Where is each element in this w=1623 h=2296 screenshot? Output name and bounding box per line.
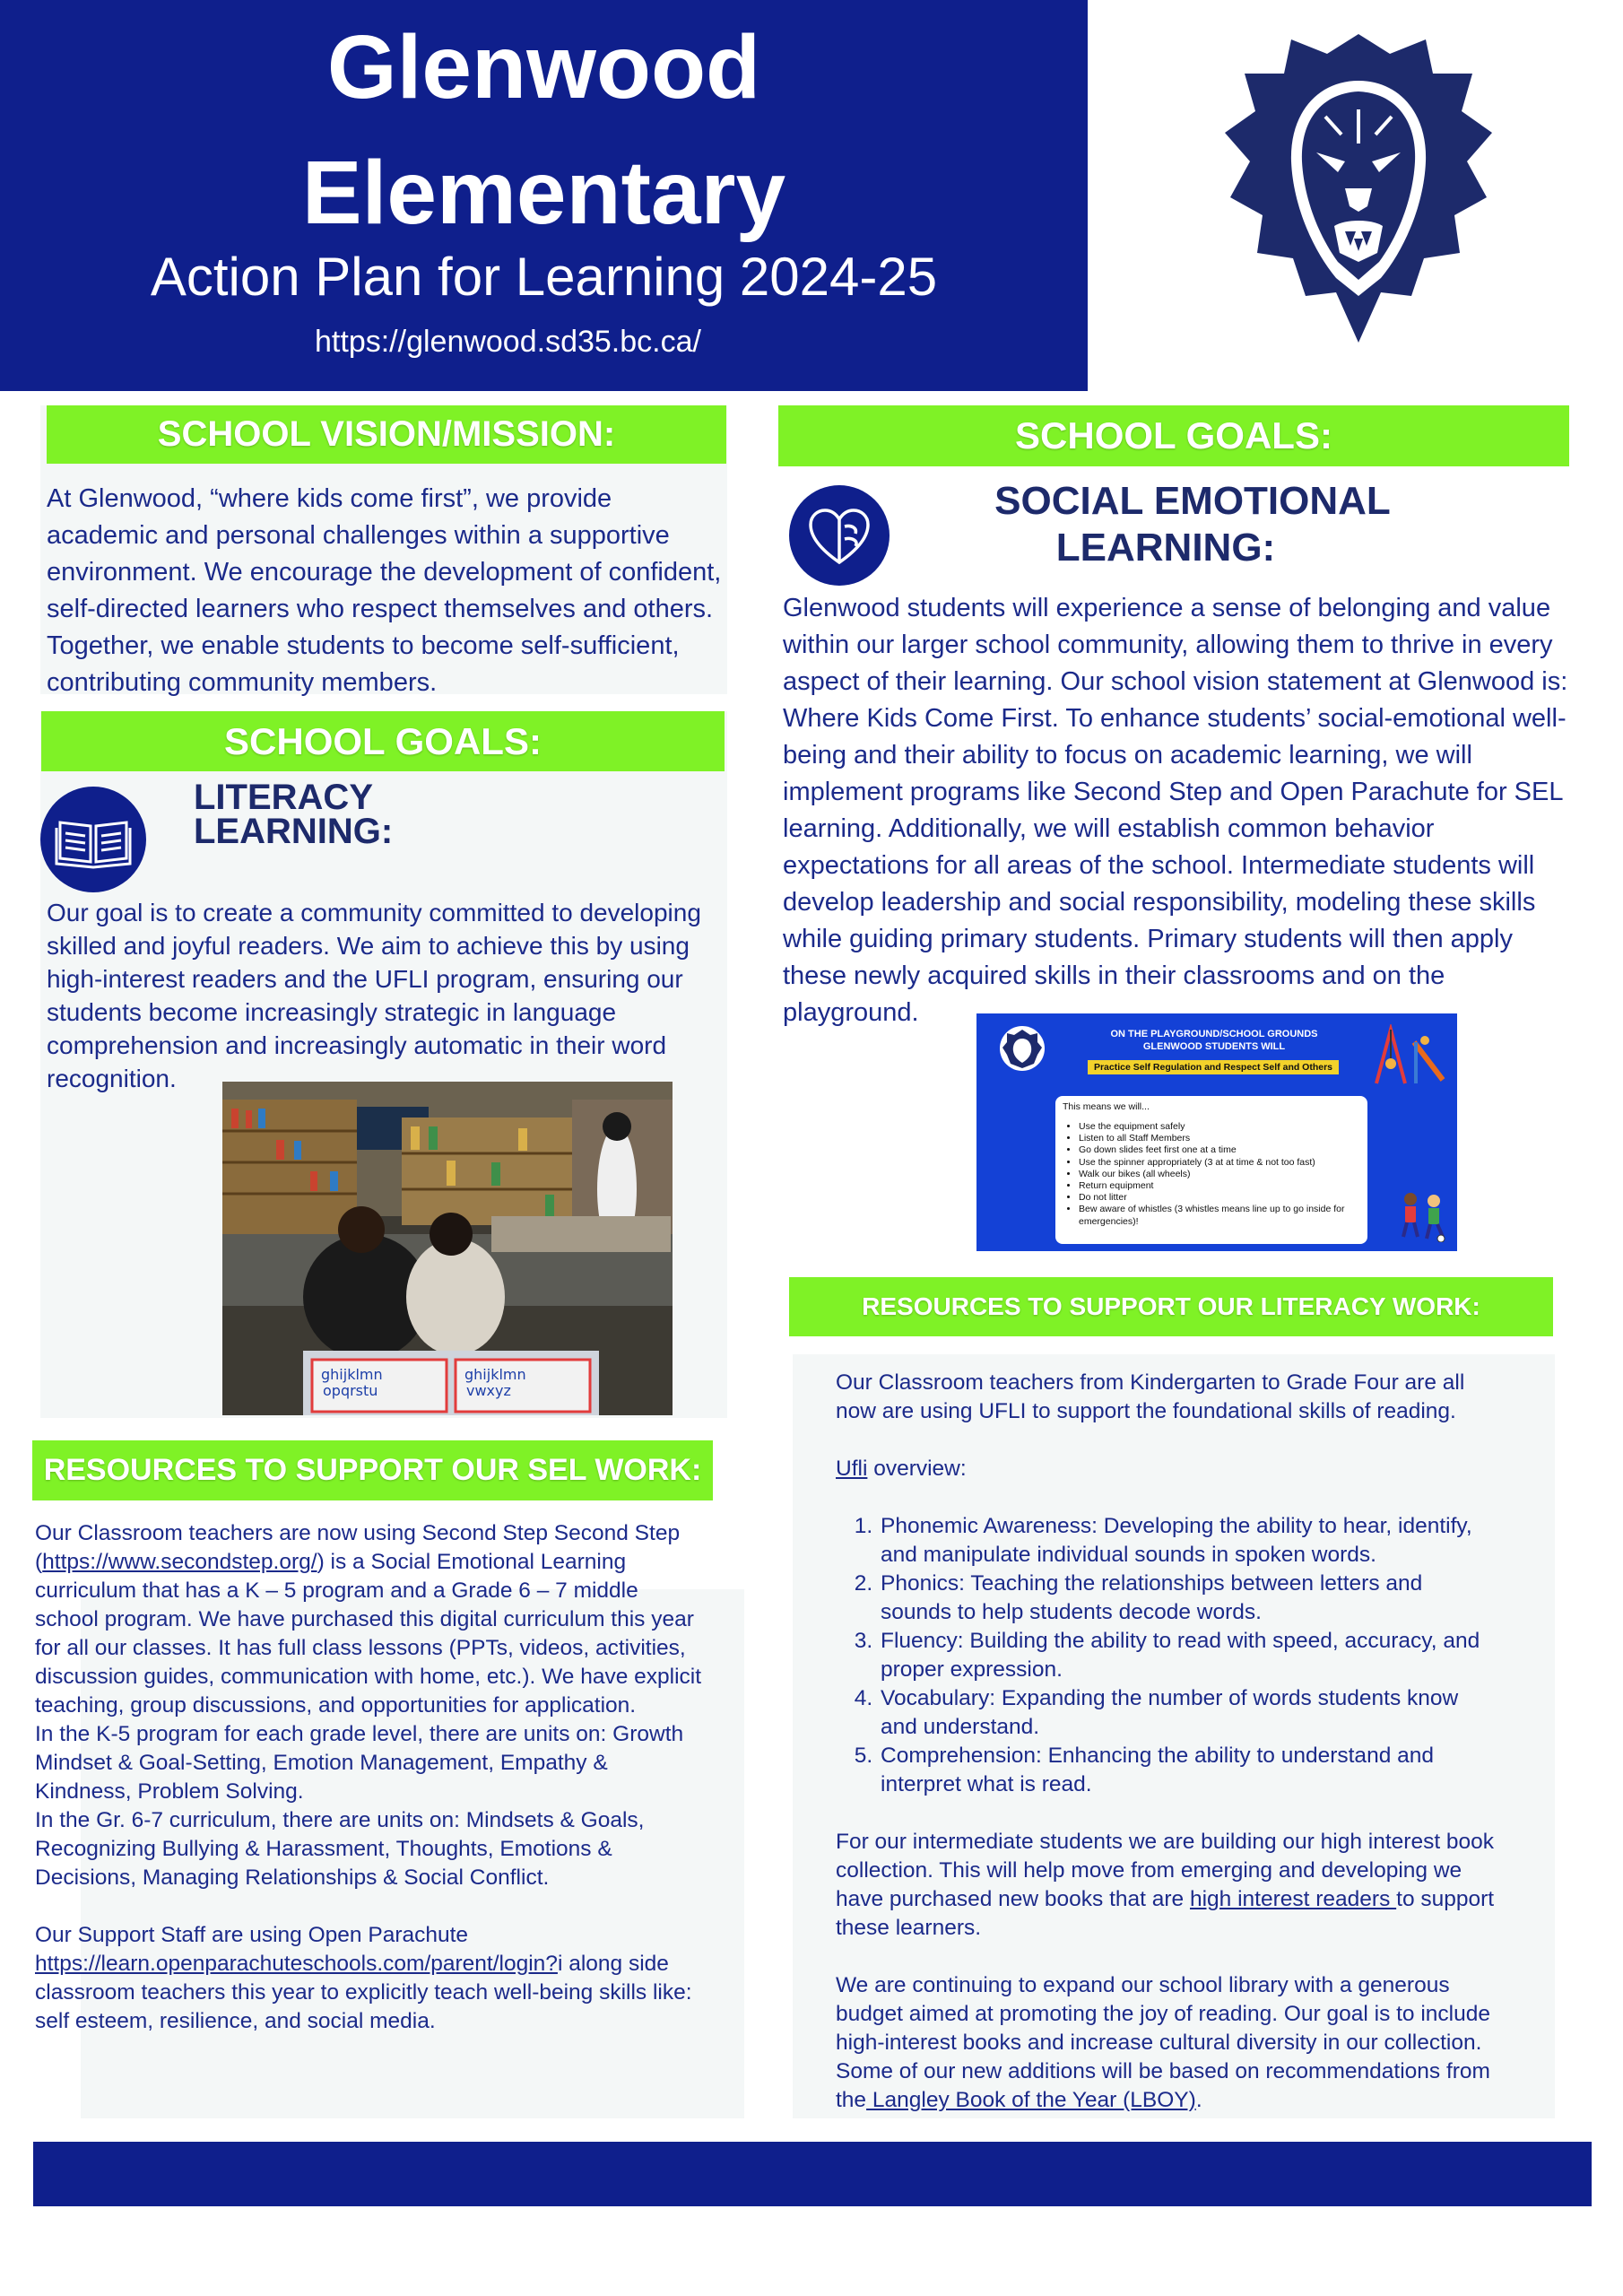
literacy-subheading-line1: LITERACY: [194, 778, 373, 817]
photo-letters-1: ghijklmn: [321, 1366, 383, 1383]
poster-rule: • Go down slides feet first one at a time: [1079, 1144, 1367, 1156]
school-name-line2: Elementary: [301, 143, 786, 243]
photo-letters-3: ghijklmn: [464, 1366, 526, 1383]
lboy-link[interactable]: Langley Book of the Year (LBOY): [866, 2088, 1196, 2112]
poster-rule: • Use the equipment safely: [1079, 1121, 1367, 1133]
sel-goals-text: Glenwood students will experience a sense of belonging and value within our larger school community, allowing them to thrive in every aspect of their learning. Our school vision statement at Glenwood is: Where Kids Come First. To enhance students’ social-emotional well-being and their ability to focus on academic learning, we will implement programs like Second Step and Open Parachute for SEL learning. Additionally, we will establish common behavior expectations for all areas of the school. Intermediate students will develop leadership and social responsibility, modeling these skills while guiding primary students. Primary students will then apply these newly acquired skills in their classrooms and on the playground.: [783, 594, 1568, 1027]
list-item: 5. Comprehension: Enhancing the ability to understand and interpret what is read.: [879, 1742, 1499, 1799]
vision-heading: SCHOOL VISION/MISSION:: [47, 405, 726, 464]
vision-text: At Glenwood, “where kids come first”, we provide academic and personal challenges within a supportive environment. We encourage the development of confident, self-directed learners who respect themselves and others. Together, we enable students to become self-sufficient, contributing community members.: [47, 484, 722, 697]
sel-resources-p4: Our Support Staff are using Open Parachute https://learn.openparachuteschools.com/parent/login?i along side classroom teachers this year to explicitly teach well-being skills like: self esteem, resilience, and social media.: [35, 1923, 692, 2033]
school-name-line1: Glenwood: [326, 17, 761, 117]
ufli-link[interactable]: Ufli: [836, 1457, 868, 1481]
sel-subheading-line1: SOCIAL EMOTIONAL: [994, 479, 1391, 523]
poster-lion-icon: [1000, 1026, 1045, 1071]
literacy-subheading-line2: LEARNING:: [194, 812, 394, 851]
poster-title-line1: ON THE PLAYGROUND/SCHOOL GROUNDS: [1110, 1029, 1318, 1039]
playground-swing-icon: [1371, 1024, 1446, 1087]
literacy-resources-body: [836, 1369, 1499, 2115]
ufli-components-list: [836, 1512, 1499, 1799]
poster-title-line2: GLENWOOD STUDENTS WILL: [1142, 1041, 1286, 1052]
open-parachute-link[interactable]: https://learn.openparachuteschools.com/parent/login?: [35, 1952, 558, 1976]
high-interest-readers-link[interactable]: high interest readers: [1189, 1887, 1397, 1911]
list-item: 2. Phonics: Teaching the relationships between letters and sounds to help students decode words.: [879, 1570, 1499, 1627]
poster-rule: • Listen to all Staff Members: [1079, 1133, 1367, 1144]
photo-letters-4: vwxyz: [466, 1382, 511, 1399]
sel-resources-p2: In the K-5 program for each grade level, there are units on: Growth Mindset & Goal-Setting, Emotion Management, Empathy & Kindness, Problem Solving.: [35, 1722, 684, 1804]
literacy-resources-p2: For our intermediate students we are building our high interest book collection. This will help move from emerging and developing we have purchased new books that are high interest readers to support these learners.: [836, 1830, 1495, 1940]
sel-resources-heading: RESOURCES TO SUPPORT OUR SEL WORK:: [32, 1440, 713, 1500]
poster-intro: This means we will...: [1063, 1101, 1150, 1112]
playground-poster: [976, 1013, 1457, 1251]
sel-subheading-line2: LEARNING:: [1055, 526, 1276, 570]
sel-resources-p1: Our Classroom teachers are now using Second Step Second Step (https://www.secondstep.org/) is a Social Emotional Learning curriculum that has a K – 5 program and a Grade 6 – 7 middle school program. We have purchased this digital curriculum this year for all our classes. It has full class lessons (PPTs, videos, activities, discussion guides, communication with home, etc.). We have explicit teaching, group discussions, and opportunities for application.: [35, 1521, 702, 1718]
poster-rules-list: [1055, 1121, 1367, 1228]
classroom-photo: [222, 1082, 673, 1415]
kids-playing-icon: [1398, 1188, 1448, 1242]
poster-tagline: Practice Self Regulation and Respect Self and Others: [1088, 1060, 1339, 1074]
poster-rule: • Return equipment: [1079, 1180, 1367, 1192]
poster-rules-box: [1055, 1096, 1367, 1244]
poster-rule: • Bew aware of whistles (3 whistles means line up to go inside for emergencies)!: [1079, 1204, 1367, 1227]
plan-subtitle: Action Plan for Learning 2024-25: [150, 247, 938, 307]
open-book-icon: [40, 787, 146, 892]
photo-letters-2: opqrstu: [323, 1382, 378, 1399]
sel-subheading: [933, 478, 1453, 571]
ufli-overview-label: Ufli overview:: [836, 1457, 967, 1481]
footer-bar: [33, 2142, 1592, 2206]
poster-rule: • Do not litter: [1079, 1192, 1367, 1204]
poster-rule: • Walk our bikes (all wheels): [1079, 1169, 1367, 1180]
lion-logo-icon: [1219, 27, 1497, 350]
header-banner: [0, 0, 1088, 391]
sel-resources-body: [35, 1519, 707, 2036]
second-step-link[interactable]: https://www.secondstep.org/: [42, 1550, 317, 1574]
sel-resources-p3: In the Gr. 6-7 curriculum, there are units on: Mindsets & Goals, Recognizing Bullying & Harassment, Thoughts, Emotions & Decisions, Managing Relationships & Social Conflict.: [35, 1808, 645, 1890]
literacy-resources-heading: RESOURCES TO SUPPORT OUR LITERACY WORK:: [789, 1277, 1553, 1336]
list-item: 1. Phonemic Awareness: Developing the ability to hear, identify, and manipulate individual sounds in spoken words.: [879, 1512, 1499, 1570]
list-item: 4. Vocabulary: Expanding the number of words students know and understand.: [879, 1684, 1499, 1742]
heart-brain-icon: [789, 485, 890, 586]
list-item: 3. Fluency: Building the ability to read with speed, accuracy, and proper expression.: [879, 1627, 1499, 1684]
literacy-resources-p3: We are continuing to expand our school library with a generous budget aimed at promoting the joy of reading. Our goal is to include high-interest books and increase cultural diversity in our collection. Some of our new additions will be based on recommendations from the Langley Book of the Year (LBOY).: [836, 1973, 1490, 2112]
poster-rule: • Use the spinner appropriately (3 at at time & not too fast): [1079, 1157, 1367, 1169]
school-url[interactable]: https://glenwood.sd35.bc.ca/: [315, 325, 701, 359]
literacy-goals-text: Our goal is to create a community committed to developing skilled and joyful readers. We aim to achieve this by using high-interest readers and the UFLI program, ensuring our students become increasingly strategic in language comprehension and increasingly automatic in their word recognition.: [47, 899, 701, 1092]
sel-goals-heading: SCHOOL GOALS:: [778, 405, 1569, 466]
literacy-resources-p1: Our Classroom teachers from Kindergarten to Grade Four are all now are using UFLI to support the foundational skills of reading.: [836, 1370, 1465, 1423]
literacy-goals-heading: SCHOOL GOALS:: [41, 711, 725, 771]
literacy-subheading: [194, 778, 394, 851]
